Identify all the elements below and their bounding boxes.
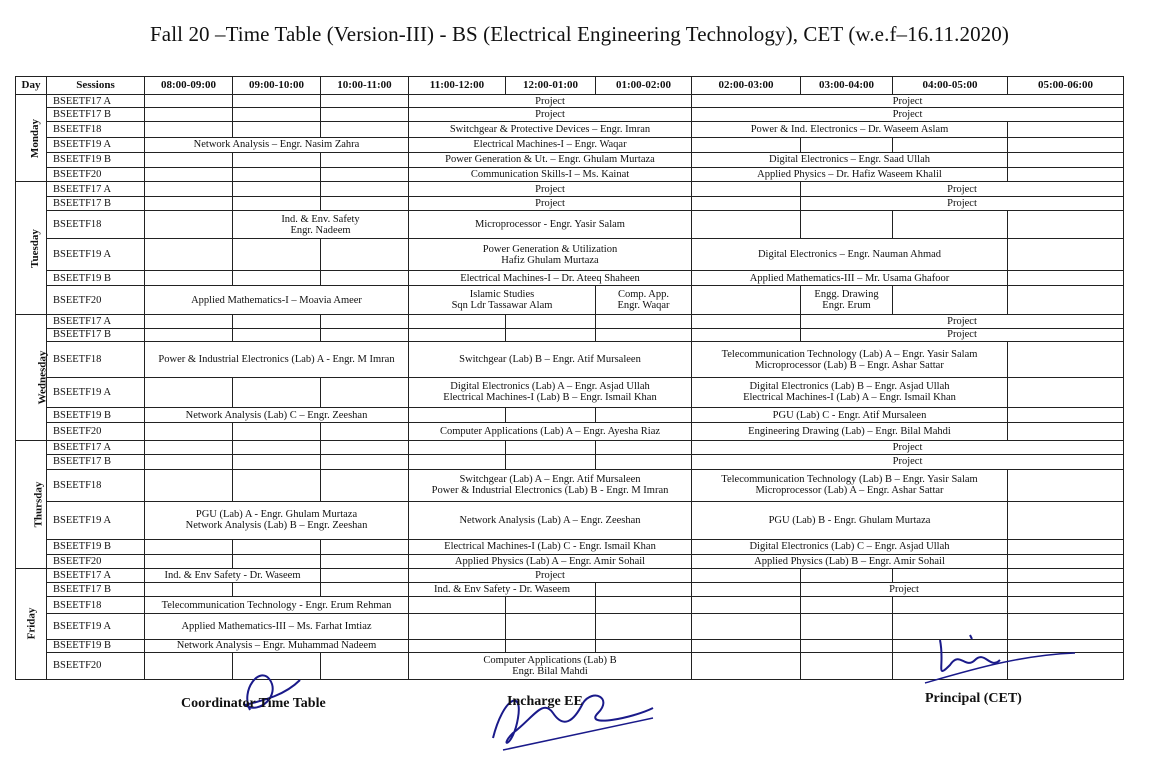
- table-row: [16, 196, 1124, 210]
- empty-cell: [233, 539, 321, 554]
- table-row: [16, 271, 1124, 286]
- empty-cell: [233, 328, 321, 341]
- table-row: [16, 378, 1124, 408]
- empty-cell: [233, 271, 321, 286]
- empty-cell: [801, 568, 893, 582]
- empty-cell: [1008, 407, 1124, 422]
- slot-header: 02:00-03:00: [692, 77, 801, 95]
- empty-cell: [596, 639, 692, 652]
- class-cell: Network Analysis – Engr. Muhammad Nadeem: [145, 639, 409, 652]
- section-cell: BSEETF18: [47, 342, 145, 378]
- empty-cell: [692, 196, 801, 210]
- empty-cell: [145, 211, 233, 239]
- class-cell: Power & Industrial Electronics (Lab) A - Engr. M Imran: [145, 342, 409, 378]
- class-cell: Applied Mathematics-I – Moavia Ameer: [145, 286, 409, 315]
- empty-cell: [321, 440, 409, 454]
- empty-cell: [692, 182, 801, 196]
- empty-cell: [233, 95, 321, 108]
- empty-cell: [321, 168, 409, 182]
- sessions-header: Sessions: [47, 77, 145, 95]
- empty-cell: [321, 455, 409, 469]
- class-cell: Network Analysis – Engr. Nasim Zahra: [145, 138, 409, 152]
- empty-cell: [596, 613, 692, 639]
- empty-cell: [893, 211, 1008, 239]
- empty-cell: [506, 455, 596, 469]
- section-cell: BSEETF18: [47, 597, 145, 613]
- empty-cell: [692, 597, 801, 613]
- empty-cell: [321, 539, 409, 554]
- class-cell: Electrical Machines-I – Dr. Ateeq Shaheen: [409, 271, 692, 286]
- empty-cell: [145, 378, 233, 408]
- empty-cell: [409, 407, 506, 422]
- class-cell: Ind. & Env Safety - Dr. Waseem: [145, 568, 321, 582]
- header-row: [16, 77, 1124, 95]
- section-cell: BSEETF17 B: [47, 582, 145, 596]
- empty-cell: [321, 95, 409, 108]
- class-cell: Engineering Drawing (Lab) – Engr. Bilal Mahdi: [692, 423, 1008, 441]
- empty-cell: [321, 239, 409, 271]
- empty-cell: [145, 440, 233, 454]
- table-row: [16, 315, 1124, 328]
- class-cell: Applied Physics (Lab) A – Engr. Amir Sohail: [409, 555, 692, 568]
- day-label: Tuesday: [28, 228, 41, 268]
- section-cell: BSEETF19 A: [47, 138, 145, 152]
- section-cell: BSEETF18: [47, 211, 145, 239]
- class-cell: Digital Electronics – Engr. Saad Ullah: [692, 152, 1008, 167]
- class-cell: Ind. & Env Safety - Dr. Waseem: [409, 582, 596, 596]
- class-cell: Project: [692, 108, 1124, 121]
- empty-cell: [1008, 539, 1124, 554]
- empty-cell: [321, 378, 409, 408]
- class-cell: Project: [409, 108, 692, 121]
- empty-cell: [893, 286, 1008, 315]
- class-cell: Project: [409, 196, 692, 210]
- empty-cell: [1008, 342, 1124, 378]
- section-cell: BSEETF17 A: [47, 182, 145, 196]
- page-title: Fall 20 –Time Table (Version-III) - BS (Electrical Engineering Technology), CET (w.e.f–16.11.2020): [150, 22, 1009, 46]
- empty-cell: [145, 652, 233, 679]
- empty-cell: [145, 271, 233, 286]
- day-cell-monday: [16, 95, 47, 182]
- empty-cell: [145, 239, 233, 271]
- class-cell: Switchgear (Lab) A – Engr. Atif Mursaleen Power & Industrial Electronics (Lab) B - Engr. M Imran: [409, 469, 692, 501]
- class-cell: Digital Electronics (Lab) A – Engr. Asjad Ullah Electrical Machines-I (Lab) B – Engr. Ismail Khan: [409, 378, 692, 408]
- class-cell: Project: [801, 315, 1124, 328]
- empty-cell: [506, 328, 596, 341]
- empty-cell: [409, 315, 506, 328]
- section-cell: BSEETF20: [47, 168, 145, 182]
- empty-cell: [596, 440, 692, 454]
- class-cell: Switchgear (Lab) B – Engr. Atif Mursaleen: [409, 342, 692, 378]
- section-cell: BSEETF17 B: [47, 196, 145, 210]
- class-cell: PGU (Lab) A - Engr. Ghulam Murtaza Network Analysis (Lab) B – Engr. Zeeshan: [145, 501, 409, 539]
- table-row: [16, 108, 1124, 121]
- class-cell: Project: [801, 582, 1008, 596]
- empty-cell: [596, 328, 692, 341]
- empty-cell: [321, 315, 409, 328]
- class-cell: Telecommunication Technology (Lab) B – Engr. Yasir Salam Microprocessor (Lab) A – Engr. Ashar Sattar: [692, 469, 1008, 501]
- empty-cell: [692, 568, 801, 582]
- empty-cell: [321, 469, 409, 501]
- empty-cell: [801, 613, 893, 639]
- empty-cell: [692, 639, 801, 652]
- slot-header: 08:00-09:00: [145, 77, 233, 95]
- empty-cell: [233, 182, 321, 196]
- class-cell: Computer Applications (Lab) A – Engr. Ayesha Riaz: [409, 423, 692, 441]
- empty-cell: [233, 582, 321, 596]
- section-cell: BSEETF17 A: [47, 568, 145, 582]
- empty-cell: [145, 196, 233, 210]
- empty-cell: [801, 138, 893, 152]
- empty-cell: [801, 597, 893, 613]
- empty-cell: [506, 315, 596, 328]
- slot-header: 09:00-10:00: [233, 77, 321, 95]
- class-cell: Applied Physics – Dr. Hafiz Waseem Khalil: [692, 168, 1008, 182]
- day-header: Day: [16, 77, 47, 95]
- class-cell: Applied Mathematics-III – Ms. Farhat Imtiaz: [145, 613, 409, 639]
- empty-cell: [506, 613, 596, 639]
- empty-cell: [409, 639, 506, 652]
- section-cell: BSEETF19 B: [47, 271, 145, 286]
- principal-label: Principal (CET): [925, 691, 1022, 706]
- table-row: [16, 168, 1124, 182]
- class-cell: Electrical Machines-I (Lab) C - Engr. Ismail Khan: [409, 539, 692, 554]
- empty-cell: [409, 328, 506, 341]
- empty-cell: [233, 121, 321, 137]
- empty-cell: [145, 168, 233, 182]
- empty-cell: [801, 639, 893, 652]
- empty-cell: [145, 315, 233, 328]
- day-cell-tuesday: [16, 182, 47, 315]
- table-row: [16, 211, 1124, 239]
- empty-cell: [233, 555, 321, 568]
- slot-header: 04:00-05:00: [893, 77, 1008, 95]
- slot-header: 10:00-11:00: [321, 77, 409, 95]
- section-cell: BSEETF19 B: [47, 639, 145, 652]
- table-row: [16, 138, 1124, 152]
- class-cell: Communication Skills-I – Ms. Kainat: [409, 168, 692, 182]
- empty-cell: [1008, 469, 1124, 501]
- section-cell: BSEETF20: [47, 652, 145, 679]
- section-cell: BSEETF19 A: [47, 378, 145, 408]
- empty-cell: [145, 555, 233, 568]
- class-cell: Computer Applications (Lab) B Engr. Bilal Mahdi: [409, 652, 692, 679]
- empty-cell: [893, 568, 1008, 582]
- table-row: [16, 423, 1124, 441]
- class-cell: Telecommunication Technology - Engr. Erum Rehman: [145, 597, 409, 613]
- day-label: Friday: [25, 607, 38, 640]
- incharge-label: Incharge EE: [507, 694, 583, 709]
- empty-cell: [145, 182, 233, 196]
- empty-cell: [233, 168, 321, 182]
- day-cell-thursday: [16, 440, 47, 568]
- empty-cell: [233, 108, 321, 121]
- empty-cell: [692, 211, 801, 239]
- table-row: [16, 152, 1124, 167]
- empty-cell: [692, 652, 801, 679]
- class-cell: Power Generation & Ut. – Engr. Ghulam Murtaza: [409, 152, 692, 167]
- empty-cell: [1008, 423, 1124, 441]
- section-cell: BSEETF17 A: [47, 440, 145, 454]
- class-cell: Project: [692, 95, 1124, 108]
- empty-cell: [1008, 271, 1124, 286]
- class-cell: Network Analysis (Lab) A – Engr. Zeeshan: [409, 501, 692, 539]
- empty-cell: [321, 121, 409, 137]
- day-label: Thursday: [32, 481, 45, 528]
- empty-cell: [145, 423, 233, 441]
- class-cell: Project: [692, 440, 1124, 454]
- empty-cell: [801, 211, 893, 239]
- section-cell: BSEETF17 A: [47, 95, 145, 108]
- empty-cell: [145, 582, 233, 596]
- empty-cell: [321, 582, 409, 596]
- empty-cell: [506, 440, 596, 454]
- table-row: [16, 121, 1124, 137]
- slot-header: 05:00-06:00: [1008, 77, 1124, 95]
- class-cell: Network Analysis (Lab) C – Engr. Zeeshan: [145, 407, 409, 422]
- class-cell: Project: [801, 182, 1124, 196]
- empty-cell: [233, 423, 321, 441]
- empty-cell: [145, 469, 233, 501]
- slot-header: 03:00-04:00: [801, 77, 893, 95]
- incharge-signature: [483, 678, 663, 758]
- class-cell: Project: [409, 568, 692, 582]
- empty-cell: [506, 639, 596, 652]
- empty-cell: [233, 469, 321, 501]
- empty-cell: [321, 182, 409, 196]
- empty-cell: [233, 455, 321, 469]
- empty-cell: [233, 239, 321, 271]
- coordinator-label: Coordinator Time Table: [181, 696, 326, 711]
- timetable-body: [16, 95, 1124, 680]
- table-row: [16, 239, 1124, 271]
- empty-cell: [409, 440, 506, 454]
- class-cell: Power & Ind. Electronics – Dr. Waseem Aslam: [692, 121, 1008, 137]
- table-row: [16, 539, 1124, 554]
- class-cell: Ind. & Env. Safety Engr. Nadeem: [233, 211, 409, 239]
- empty-cell: [321, 271, 409, 286]
- empty-cell: [145, 108, 233, 121]
- section-cell: BSEETF19 A: [47, 501, 145, 539]
- section-cell: BSEETF17 B: [47, 108, 145, 121]
- table-row: [16, 568, 1124, 582]
- table-row: [16, 342, 1124, 378]
- section-cell: BSEETF19 A: [47, 613, 145, 639]
- principal-signature: [910, 625, 1080, 685]
- class-cell: Project: [409, 182, 692, 196]
- section-cell: BSEETF18: [47, 121, 145, 137]
- empty-cell: [893, 138, 1008, 152]
- slot-header: 12:00-01:00: [506, 77, 596, 95]
- slot-header: 01:00-02:00: [596, 77, 692, 95]
- empty-cell: [409, 613, 506, 639]
- section-cell: BSEETF20: [47, 286, 145, 315]
- empty-cell: [145, 539, 233, 554]
- empty-cell: [596, 315, 692, 328]
- table-row: [16, 501, 1124, 539]
- empty-cell: [1008, 378, 1124, 408]
- timetable: [15, 76, 1124, 680]
- day-cell-wednesday: [16, 315, 47, 441]
- empty-cell: [321, 108, 409, 121]
- empty-cell: [321, 196, 409, 210]
- section-cell: BSEETF19 B: [47, 152, 145, 167]
- slot-header: 11:00-12:00: [409, 77, 506, 95]
- table-row: [16, 286, 1124, 315]
- class-cell: Switchgear & Protective Devices – Engr. Imran: [409, 121, 692, 137]
- table-row: [16, 455, 1124, 469]
- empty-cell: [596, 455, 692, 469]
- empty-cell: [145, 121, 233, 137]
- section-cell: BSEETF17 B: [47, 455, 145, 469]
- section-cell: BSEETF20: [47, 555, 145, 568]
- empty-cell: [233, 315, 321, 328]
- empty-cell: [1008, 286, 1124, 315]
- empty-cell: [233, 440, 321, 454]
- class-cell: Project: [692, 455, 1124, 469]
- empty-cell: [596, 582, 692, 596]
- empty-cell: [145, 455, 233, 469]
- class-cell: Applied Physics (Lab) B – Engr. Amir Sohail: [692, 555, 1008, 568]
- table-row: [16, 182, 1124, 196]
- empty-cell: [1008, 152, 1124, 167]
- empty-cell: [1008, 138, 1124, 152]
- empty-cell: [506, 407, 596, 422]
- table-row: [16, 407, 1124, 422]
- day-label: Monday: [29, 118, 42, 158]
- empty-cell: [893, 597, 1008, 613]
- table-row: [16, 95, 1124, 108]
- day-cell-friday: [16, 568, 47, 680]
- empty-cell: [1008, 555, 1124, 568]
- table-row: [16, 440, 1124, 454]
- class-cell: Electrical Machines-I – Engr. Waqar: [409, 138, 692, 152]
- class-cell: Digital Electronics (Lab) B – Engr. Asjad Ullah Electrical Machines-I (Lab) A – Engr. Ismail Khan: [692, 378, 1008, 408]
- empty-cell: [233, 378, 321, 408]
- class-cell: Engg. Drawing Engr. Erum: [801, 286, 893, 315]
- empty-cell: [596, 597, 692, 613]
- empty-cell: [1008, 211, 1124, 239]
- empty-cell: [233, 196, 321, 210]
- empty-cell: [801, 652, 893, 679]
- section-cell: BSEETF20: [47, 423, 145, 441]
- empty-cell: [145, 328, 233, 341]
- empty-cell: [321, 152, 409, 167]
- section-cell: BSEETF19 B: [47, 407, 145, 422]
- class-cell: Project: [409, 95, 692, 108]
- class-cell: Comp. App. Engr. Waqar: [596, 286, 692, 315]
- class-cell: Project: [801, 196, 1124, 210]
- empty-cell: [596, 407, 692, 422]
- table-row: [16, 328, 1124, 341]
- empty-cell: [321, 568, 409, 582]
- section-cell: BSEETF17 A: [47, 315, 145, 328]
- empty-cell: [692, 613, 801, 639]
- class-cell: Telecommunication Technology (Lab) A – Engr. Yasir Salam Microprocessor (Lab) B – Engr. Ashar Sattar: [692, 342, 1008, 378]
- empty-cell: [145, 152, 233, 167]
- empty-cell: [321, 555, 409, 568]
- empty-cell: [692, 315, 801, 328]
- class-cell: Microprocessor - Engr. Yasir Salam: [409, 211, 692, 239]
- empty-cell: [692, 328, 801, 341]
- class-cell: Power Generation & Utilization Hafiz Ghulam Murtaza: [409, 239, 692, 271]
- class-cell: Project: [801, 328, 1124, 341]
- table-row: [16, 555, 1124, 568]
- empty-cell: [1008, 597, 1124, 613]
- class-cell: Digital Electronics (Lab) C – Engr. Asjad Ullah: [692, 539, 1008, 554]
- class-cell: Applied Mathematics-III – Mr. Usama Ghafoor: [692, 271, 1008, 286]
- table-row: [16, 597, 1124, 613]
- class-cell: PGU (Lab) B - Engr. Ghulam Murtaza: [692, 501, 1008, 539]
- empty-cell: [145, 95, 233, 108]
- table-row: [16, 469, 1124, 501]
- table-row: [16, 582, 1124, 596]
- class-cell: Islamic Studies Sqn Ldr Tassawar Alam: [409, 286, 596, 315]
- empty-cell: [692, 286, 801, 315]
- class-cell: Digital Electronics – Engr. Nauman Ahmad: [692, 239, 1008, 271]
- empty-cell: [409, 597, 506, 613]
- empty-cell: [233, 152, 321, 167]
- empty-cell: [1008, 501, 1124, 539]
- section-cell: BSEETF19 B: [47, 539, 145, 554]
- section-cell: BSEETF18: [47, 469, 145, 501]
- section-cell: BSEETF19 A: [47, 239, 145, 271]
- empty-cell: [692, 582, 801, 596]
- empty-cell: [321, 652, 409, 679]
- empty-cell: [1008, 582, 1124, 596]
- empty-cell: [1008, 121, 1124, 137]
- day-label: Wednesday: [36, 350, 49, 405]
- empty-cell: [321, 328, 409, 341]
- empty-cell: [1008, 168, 1124, 182]
- class-cell: PGU (Lab) C - Engr. Atif Mursaleen: [692, 407, 1008, 422]
- empty-cell: [409, 455, 506, 469]
- empty-cell: [506, 597, 596, 613]
- empty-cell: [1008, 568, 1124, 582]
- section-cell: BSEETF17 B: [47, 328, 145, 341]
- empty-cell: [321, 423, 409, 441]
- empty-cell: [1008, 239, 1124, 271]
- empty-cell: [692, 138, 801, 152]
